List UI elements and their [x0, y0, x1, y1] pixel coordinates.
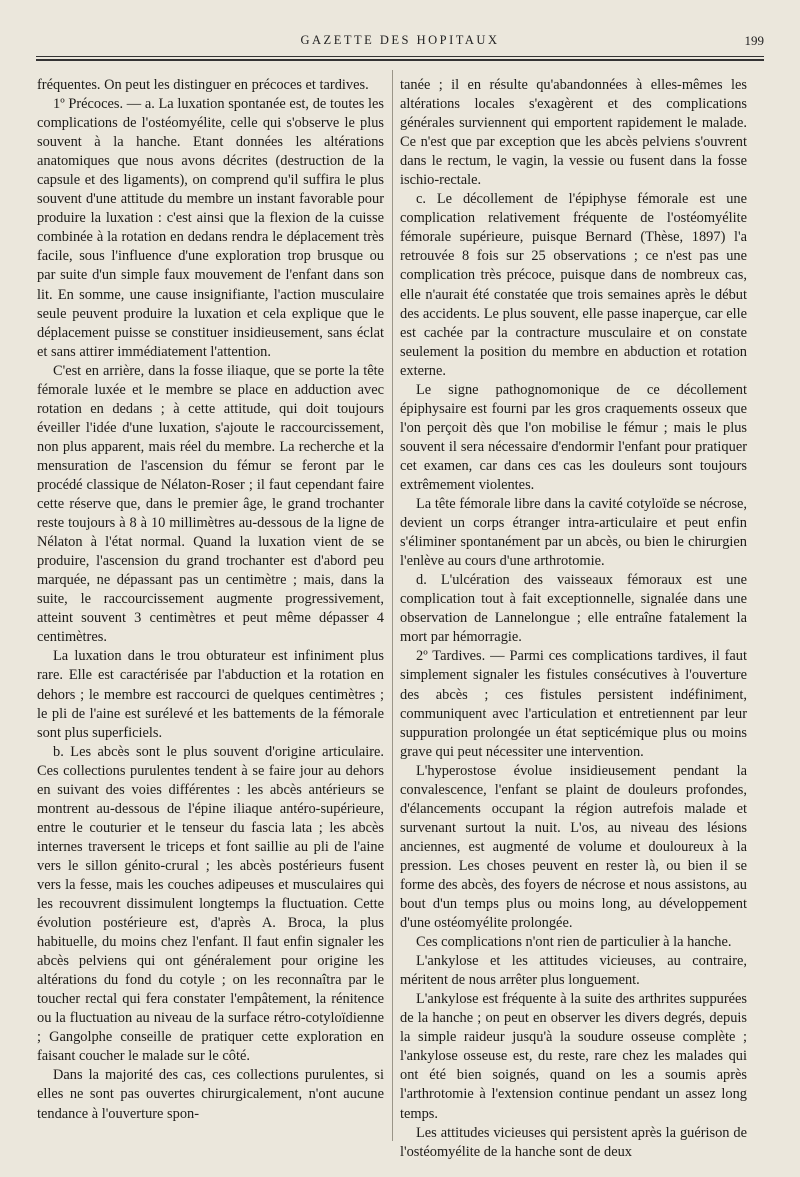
page-header — [36, 33, 764, 55]
paragraph: b. Les abcès sont le plus souvent d'origine articulaire. Ces collections purulentes tendent à se faire jour au dehors en suivant des voies différentes : les abcès antérieurs se montrent au-dessous de l'épine iliaque antéro-supérieure, entre le couturier et le tenseur du fascia lata ; les abcès internes traversent le triceps et font saillie au pli de l'aine vers le sillon génito-crural ; les abcès postérieurs fusent vers la fesse, mais les couches adipeuses et musculaires qui les recouvrent dissimulent longtemps la fluctuation. Cette évolution postérieure est, d'après A. Broca, la plus habituelle, du moins chez l'enfant. Il faut enfin signaler les abcès pelviens qui ont généralement pour origine les altérations du fond du cotyle ; on les reconnaîtra par le toucher rectal qui fera constater l'empâtement, la rénitence ou la fluctuation au niveau de la surface rétro-cotyloïdienne ; Gangolphe conseille de pratiquer cette exploration en faisant coucher le malade sur le côté. — [37, 743, 384, 1065]
paragraph: La tête fémorale libre dans la cavité cotyloïde se nécrose, devient un corps étranger intra-articulaire et peut enfin s'éliminer spontanément par un abcès, ou bien le chirurgien l'enlève au cours d'une arthrotomie. — [400, 496, 747, 570]
paragraph: L'hyperostose évolue insidieusement pendant la convalescence, l'enfant se plaint de douleurs profondes, d'élancements occupant la région autrefois malade et survenant surtout la nuit. L'os, au niveau des lésions anciennes, est augmenté de volume et douloureux à la pression. Les choses peuvent en rester là, ou bien il se forme des abcès, des foyers de nécrose et nous assistons, au bout d'un temps plus ou moins long, au développement d'une ostéomyélite prolongée. — [400, 762, 747, 932]
header-rule — [36, 56, 764, 57]
paragraph: Ces complications n'ont rien de particulier à la hanche. — [416, 934, 732, 951]
paragraph: fréquentes. On peut les distinguer en précoces et tardives. — [37, 77, 369, 93]
paragraph: tanée ; il en résulte qu'abandonnées à elles-mêmes les altérations locales s'exagèrent et des complications générales surviennent qui emportent rapidement le malade. Ce n'est que par exception que les abcès pelviens s'ouvrent dans le rectum, le vagin, la vessie ou fusent dans la fosse ischio-rectale. — [400, 77, 747, 189]
header-rule-thick — [36, 59, 764, 61]
paragraph: Dans la majorité des cas, ces collections purulentes, si elles ne sont pas ouvertes chirurgicalement, n'ont aucune tendance à l'ouverture spon- — [37, 1067, 384, 1122]
page-number: 199 — [744, 33, 764, 48]
paragraph: c. Le décollement de l'épiphyse fémorale est une complication relativement fréquente de l'ostéomyélite fémorale supérieure, puisque Bernard (Thèse, 1897) l'a retrouvée 8 fois sur 25 observations ; ce n'est pas une complication très précoce, puisque dans de nombreux cas, elle n'aurait été constatée que trois semaines après le début des accidents. Le plus souvent, elle passe inaperçue, car elle est cachée par la contracture musculaire et on constate seulement la position du membre en abduction et rotation externe. — [400, 191, 747, 379]
paragraph: La luxation dans le trou obturateur est infiniment plus rare. Elle est caractérisée par l'abduction et la rotation en dehors ; le membre est raccourci de quelques centimètres ; le pli de l'aine est surélevé et les battements de la fémorale sont plus superficiels. — [37, 648, 384, 741]
left-column — [37, 76, 384, 1124]
paragraph: C'est en arrière, dans la fosse iliaque, que se porte la tête fémorale luxée et le membre se place en adduction avec rotation en dedans ; à cette attitude, qui doit toujours éveiller l'idée d'une luxation, s'ajoute le raccourcissement, non plus apparent, mais réel du membre. La recherche et la mensuration de l'ascension du fémur se feront par le procédé classique de Nélaton-Roser ; il faut cependant faire cette réserve que, dans le premier âge, le grand trochanter reste toujours à 8 à 10 millimètres au-dessous de la ligne de Nélaton à l'état normal. Quand la luxation vient de se produire, l'ascension du grand trochanter est d'abord peu marquée, ne dépassant pas un centimètre ; mais, dans la suite, le raccourcissement augmente progressivement, atteint souvent 3 centimètres et peut même dépasser 4 centimètres. — [37, 362, 384, 646]
column-divider — [392, 70, 393, 1141]
paragraph: 2º Tardives. — Parmi ces complications tardives, il faut simplement signaler les fistules consécutives à l'ouverture des abcès ; ces fistules persistent indéfiniment, communiquent avec l'articulation et entretiennent par leur suppuration prolongée un état septicémique plus ou moins grave qui peut nécessiter une intervention. — [400, 648, 747, 760]
right-column — [400, 76, 747, 1162]
publication-title: GAZETTE DES HOPITAUX — [300, 33, 500, 47]
paragraph: L'ankylose et les attitudes vicieuses, au contraire, méritent de nous arrêter plus longuement. — [400, 953, 747, 989]
paragraph: L'ankylose est fréquente à la suite des arthrites suppurées de la hanche ; on peut en observer les divers degrés, depuis la simple raideur jusqu'à la soudure osseuse complète ; l'ankylose osseuse est, du reste, rare chez les malades qui ont été bien soignés, quand on les a soumis après l'arthrotomie à l'extension continue pendant un assez long temps. — [400, 991, 747, 1122]
paragraph: Les attitudes vicieuses qui persistent après la guérison de l'ostéomyélite de la hanche sont de deux — [400, 1124, 747, 1160]
paragraph: d. L'ulcération des vaisseaux fémoraux est une complication tout à fait exceptionnelle, signalée dans une observation de Lannelongue ; elle entraîne fatalement la mort par hémorragie. — [400, 572, 747, 646]
paragraph: Le signe pathognomonique de ce décollement épiphysaire est fourni par les gros craquements osseux que l'on perçoit dès que l'on mobilise le fémur ; mais le plus souvent il sera nécessaire d'endormir l'enfant pour pratiquer cet examen, car dans ces cas les douleurs sont toujours extrêmement violentes. — [400, 381, 747, 493]
paragraph: 1º Précoces. — a. La luxation spontanée est, de toutes les complications de l'ostéomyélite, celle qui s'observe le plus souvent à la hanche. Etant données les altérations anatomiques que nous avons décrites (destruction de la capsule et des ligaments), on comprend qu'il suffira le plus souvent d'une attitude du membre un instant favorable pour produire la luxation : c'est ainsi que la flexion de la cuisse combinée à la rotation en dedans rendra le déplacement très facile, sous l'influence d'une exploration trop brusque ou par suite d'un simple faux mouvement de l'enfant dans son lit. En somme, une cause insignifiante, l'action musculaire seule peuvent produire la luxation et cela explique que le déplacement puisse se constituer insidieusement, sans éclat et sans attirer immédiatement l'attention. — [37, 96, 384, 360]
